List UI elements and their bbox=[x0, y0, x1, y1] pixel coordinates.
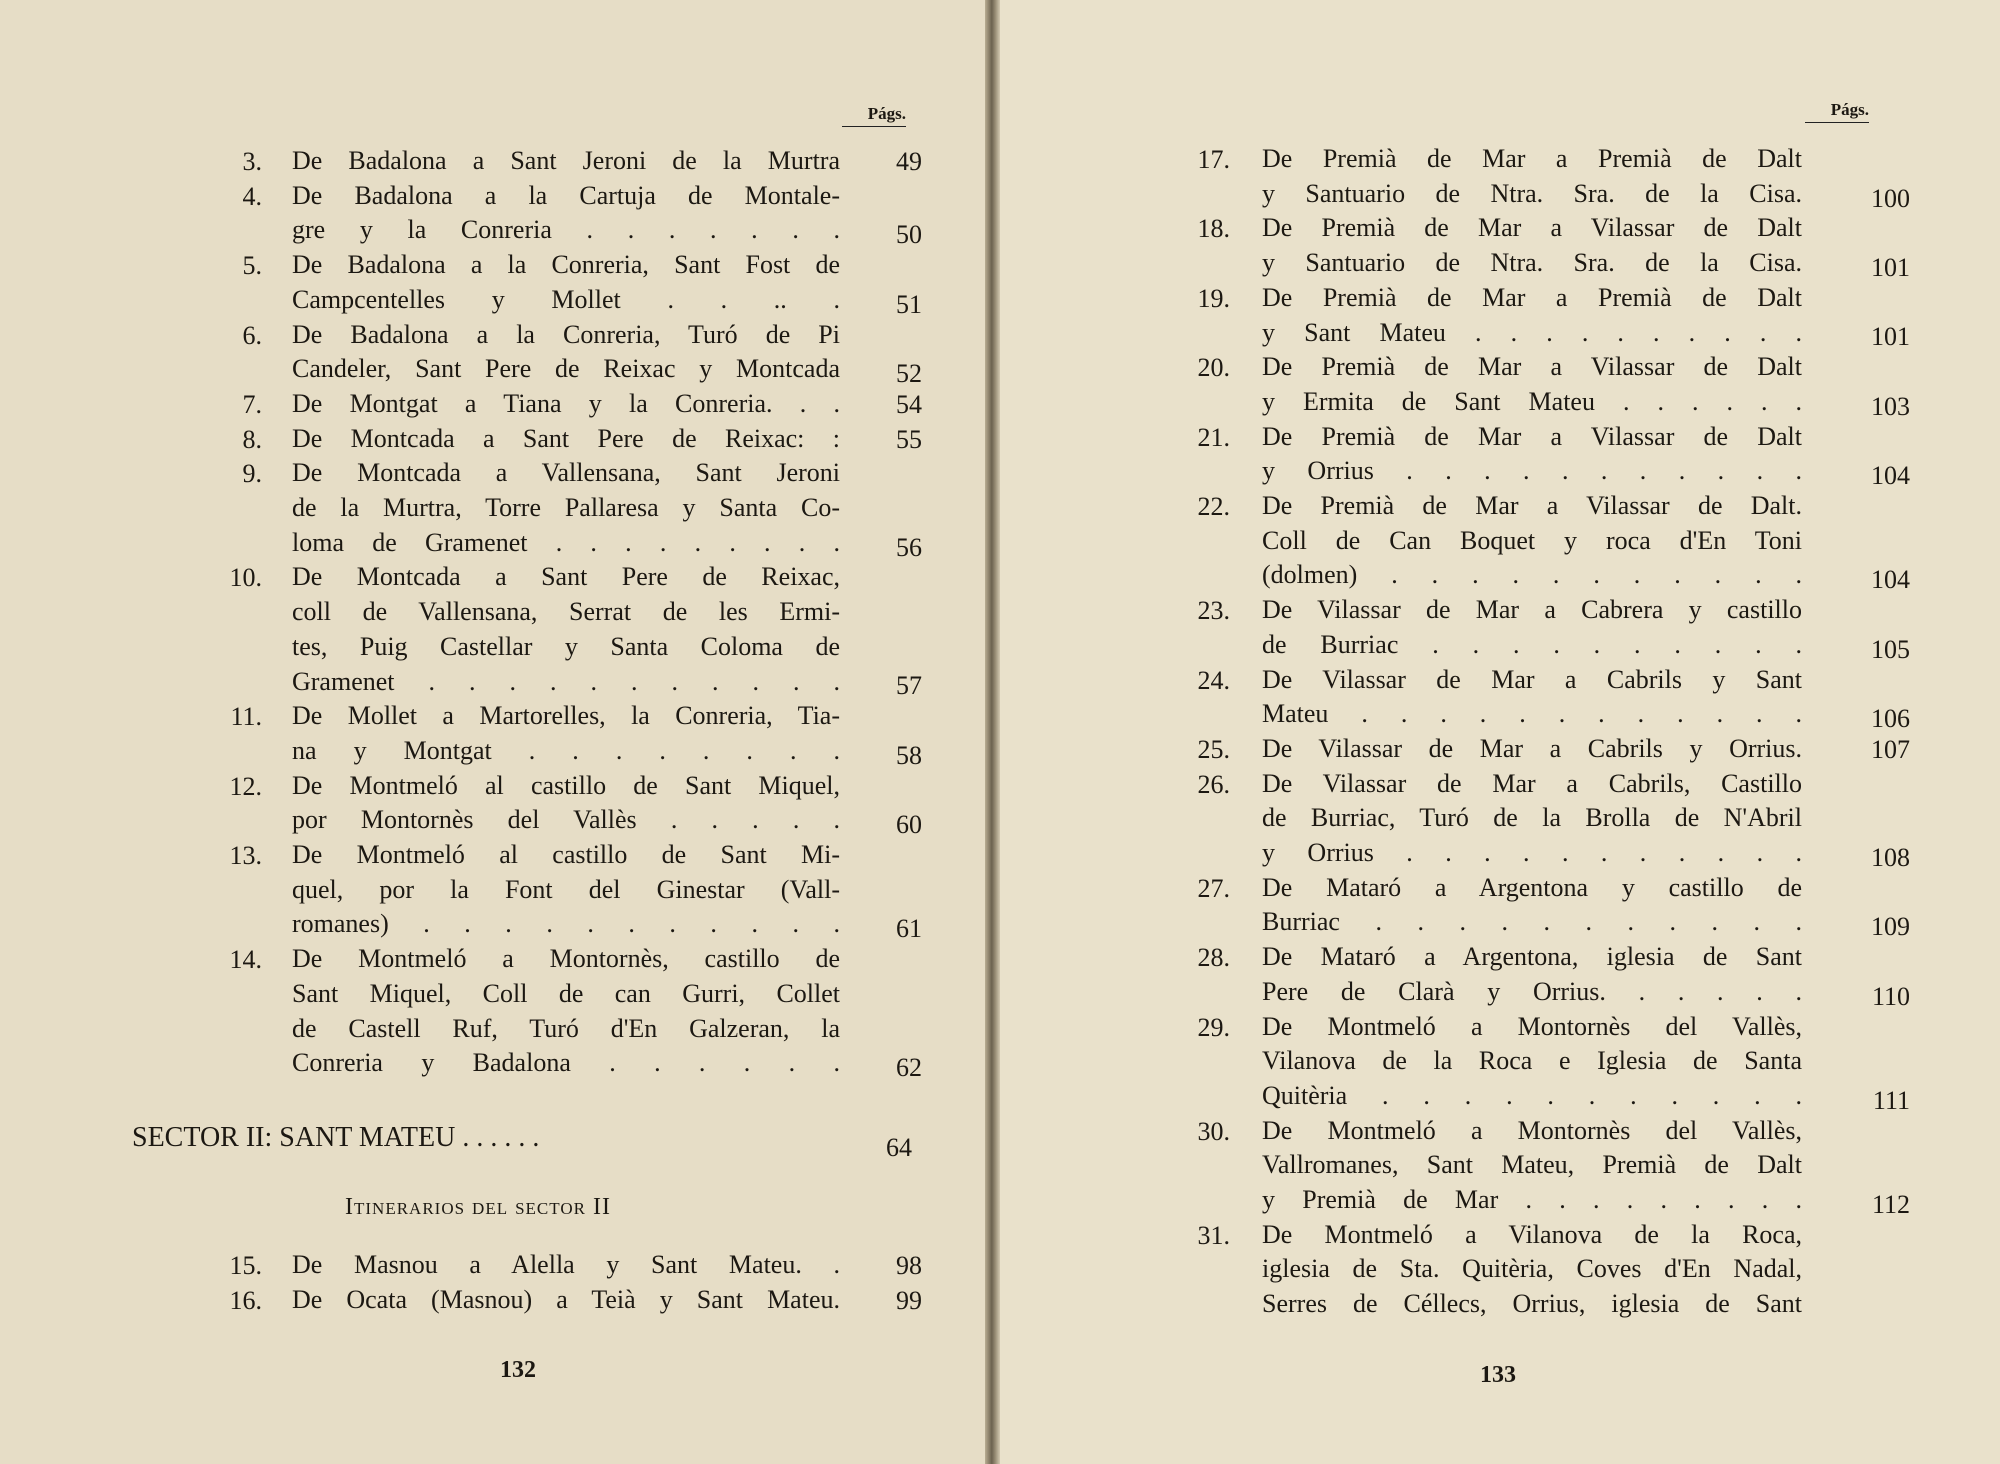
toc-entry bbox=[212, 456, 922, 560]
entry-line: De Badalona a la Conreria, Turó de Pi bbox=[292, 319, 840, 349]
entry-line: y Sant Mateu . . . . . . . . . . bbox=[1262, 317, 1802, 347]
toc-entry bbox=[212, 179, 922, 248]
right-page bbox=[1000, 0, 2000, 1464]
entry-line: De Premià de Mar a Vilassar de Dalt. bbox=[1262, 491, 1802, 520]
entry-line: De Badalona a Sant Jeroni de la Murtra bbox=[292, 146, 840, 175]
entry-number: 13. bbox=[229, 841, 262, 870]
entry-page-number: 100 bbox=[1871, 183, 1910, 213]
toc-entry bbox=[1180, 420, 1980, 489]
entry-line: Serres de Céllecs, Orrius, iglesia de Sant bbox=[1262, 1289, 1802, 1319]
toc-entry bbox=[1180, 940, 1980, 1009]
entry-number: 9. bbox=[242, 459, 262, 489]
entry-line: De Premià de Mar a Premià de Dalt bbox=[1262, 144, 1802, 173]
entry-line: Burriac . . . . . . . . . . . bbox=[1262, 907, 1802, 937]
entry-page-number: 61 bbox=[896, 914, 922, 944]
entry-number: 8. bbox=[242, 424, 262, 454]
entry-line: Candeler, Sant Pere de Reixac y Montcada bbox=[292, 354, 840, 384]
entry-line: De Montcada a Sant Pere de Reixac: : bbox=[292, 423, 840, 453]
entry-line: De Montmeló a Montornès del Vallès, bbox=[1262, 1011, 1802, 1041]
entry-line: De Mataró a Argentona, iglesia de Sant bbox=[1262, 942, 1802, 972]
entry-line: De Vilassar de Mar a Cabrils, Castillo bbox=[1262, 768, 1802, 798]
entry-number: 15. bbox=[229, 1251, 262, 1280]
toc-entry bbox=[1180, 281, 1980, 350]
entry-number: 3. bbox=[242, 147, 262, 176]
entry-number: 16. bbox=[229, 1285, 262, 1315]
toc-entry bbox=[1180, 1010, 1980, 1114]
entry-line: de la Murtra, Torre Pallaresa y Santa Co- bbox=[292, 493, 840, 522]
entry-page-number: 52 bbox=[896, 359, 922, 389]
entry-line: De Mollet a Martorelles, la Conreria, Tia- bbox=[292, 701, 840, 731]
entry-page-number: 104 bbox=[1871, 565, 1910, 595]
toc-entry bbox=[1180, 350, 1980, 419]
toc-entry bbox=[1180, 767, 1980, 871]
entry-page-number: 98 bbox=[896, 1251, 922, 1280]
folio-right: 133 bbox=[1480, 1362, 1516, 1388]
entry-number: 30. bbox=[1197, 1116, 1230, 1146]
entry-line: Pere de Clarà y Orrius. . . . . . bbox=[1262, 976, 1802, 1006]
entry-number: 7. bbox=[242, 389, 262, 419]
entry-page-number: 111 bbox=[1872, 1085, 1910, 1115]
entry-line: y Orrius . . . . . . . . . . . bbox=[1262, 838, 1802, 867]
entry-page-number: 56 bbox=[896, 532, 922, 562]
entry-page-number: 112 bbox=[1871, 1189, 1910, 1219]
toc-entry bbox=[1180, 663, 1980, 732]
entry-line: y Santuario de Ntra. Sra. de la Cisa. bbox=[1262, 248, 1802, 278]
sector-subheading: Itinerarios del sector II bbox=[345, 1194, 611, 1220]
entry-number: 10. bbox=[229, 563, 262, 593]
entry-number: 5. bbox=[242, 251, 262, 281]
entry-page-number: 58 bbox=[896, 740, 922, 770]
entry-page-number: 101 bbox=[1871, 322, 1910, 352]
entry-line: por Montornès del Vallès . . . . . bbox=[292, 805, 840, 835]
entry-line: Sant Miquel, Coll de can Gurri, Collet bbox=[292, 978, 840, 1008]
entry-number: 24. bbox=[1197, 665, 1230, 695]
entry-page-number: 99 bbox=[896, 1285, 922, 1315]
entry-number: 14. bbox=[229, 945, 262, 975]
entry-page-number: 105 bbox=[1871, 634, 1910, 664]
toc-entry bbox=[212, 699, 922, 768]
entry-line: y Santuario de Ntra. Sra. de la Cisa. bbox=[1262, 178, 1802, 208]
entry-line: y Orrius . . . . . . . . . . . bbox=[1262, 456, 1802, 486]
toc-entry bbox=[212, 318, 922, 387]
entry-line: Coll de Can Boquet y roca d'En Toni bbox=[1262, 525, 1802, 555]
entry-line: Gramenet . . . . . . . . . . . bbox=[292, 666, 840, 696]
toc-entry bbox=[1180, 732, 1980, 767]
toc-entry bbox=[212, 387, 922, 422]
toc-entry bbox=[212, 560, 922, 699]
entry-number: 27. bbox=[1197, 873, 1230, 903]
toc-entry bbox=[1180, 1114, 1980, 1218]
entry-number: 11. bbox=[230, 702, 262, 732]
entry-line: De Mataró a Argentona y castillo de bbox=[1262, 872, 1802, 902]
entry-page-number: 107 bbox=[1871, 734, 1910, 764]
entry-line: De Montcada a Vallensana, Sant Jeroni bbox=[292, 458, 840, 488]
entry-line: De Badalona a la Conreria, Sant Fost de bbox=[292, 250, 840, 280]
entry-number: 22. bbox=[1197, 492, 1230, 521]
toc-entry bbox=[212, 769, 922, 838]
sector-title: SECTOR II: SANT MATEU . . . . . . bbox=[132, 1122, 540, 1153]
entry-line: De Premià de Mar a Vilassar de Dalt bbox=[1262, 352, 1802, 382]
entry-page-number: 103 bbox=[1871, 391, 1910, 421]
entry-line: gre y la Conreria . . . . . . . bbox=[292, 215, 840, 245]
entry-number: 19. bbox=[1197, 283, 1230, 313]
entry-number: 26. bbox=[1197, 769, 1230, 799]
entry-page-number: 101 bbox=[1871, 253, 1910, 283]
entry-page-number: 104 bbox=[1871, 461, 1910, 491]
entry-number: 29. bbox=[1197, 1012, 1230, 1042]
entry-line: De Montmeló al castillo de Sant Mi- bbox=[292, 840, 840, 869]
entry-line: Vallromanes, Sant Mateu, Premià de Dalt bbox=[1262, 1150, 1802, 1180]
pags-header-right: Págs. bbox=[1805, 100, 1869, 123]
entry-line: Quitèria . . . . . . . . . . . bbox=[1262, 1080, 1802, 1110]
toc-entry bbox=[212, 942, 922, 1081]
entry-line: De Montmeló a Vilanova de la Roca, bbox=[1262, 1219, 1802, 1249]
entry-line: na y Montgat . . . . . . . . bbox=[292, 735, 840, 765]
entry-line: De Vilassar de Mar a Cabrera y castillo bbox=[1262, 595, 1802, 625]
entry-line: De Premià de Mar a Premià de Dalt bbox=[1262, 282, 1802, 312]
entry-line: Campcentelles y Mollet . . .. . bbox=[292, 284, 840, 314]
folio-left: 132 bbox=[500, 1357, 536, 1383]
entry-line: quel, por la Font del Ginestar (Vall- bbox=[292, 874, 840, 904]
entry-line: coll de Vallensana, Serrat de les Ermi- bbox=[292, 597, 840, 627]
entry-number: 23. bbox=[1197, 596, 1230, 626]
toc-entry bbox=[1180, 489, 1980, 593]
entry-number: 28. bbox=[1197, 943, 1230, 973]
entry-number: 18. bbox=[1197, 214, 1230, 244]
toc-entry bbox=[212, 1248, 922, 1283]
entry-page-number: 54 bbox=[896, 389, 922, 419]
left-page bbox=[0, 0, 985, 1464]
entry-line: De Badalona a la Cartuja de Montale- bbox=[292, 180, 840, 210]
entry-number: 31. bbox=[1197, 1220, 1230, 1250]
toc-entry bbox=[1180, 1218, 1980, 1322]
entry-number: 25. bbox=[1197, 734, 1230, 764]
entry-line: De Masnou a Alella y Sant Mateu. . bbox=[292, 1250, 840, 1279]
entry-page-number: 106 bbox=[1871, 704, 1910, 734]
entry-line: Conreria y Badalona . . . . . . bbox=[292, 1048, 840, 1078]
entry-number: 20. bbox=[1197, 353, 1230, 383]
entry-page-number: 108 bbox=[1871, 842, 1910, 872]
entry-line: Vilanova de la Roca e Iglesia de Santa bbox=[1262, 1046, 1802, 1076]
entry-line: De Montcada a Sant Pere de Reixac, bbox=[292, 562, 840, 592]
entry-line: de Castell Ruf, Turó d'En Galzeran, la bbox=[292, 1013, 840, 1043]
entry-page-number: 109 bbox=[1871, 912, 1910, 942]
toc-entry bbox=[212, 248, 922, 317]
entry-line: de Burriac, Turó de la Brolla de N'Abril bbox=[1262, 803, 1802, 833]
entry-line: De Premià de Mar a Vilassar de Dalt bbox=[1262, 421, 1802, 451]
entry-line: (dolmen) . . . . . . . . . . . bbox=[1262, 560, 1802, 590]
entry-line: iglesia de Sta. Quitèria, Coves d'En Nadal, bbox=[1262, 1254, 1802, 1284]
entry-line: y Premià de Mar . . . . . . . . . bbox=[1262, 1185, 1802, 1214]
toc-entry bbox=[212, 1283, 922, 1318]
entry-line: De Premià de Mar a Vilassar de Dalt bbox=[1262, 213, 1802, 243]
entry-page-number: 62 bbox=[896, 1053, 922, 1083]
entry-line: De Ocata (Masnou) a Teià y Sant Mateu. bbox=[292, 1284, 840, 1314]
entry-page-number: 49 bbox=[896, 147, 922, 176]
pags-header-left: Págs. bbox=[842, 104, 906, 127]
entry-line: tes, Puig Castellar y Santa Coloma de bbox=[292, 631, 840, 661]
entry-page-number: 60 bbox=[896, 810, 922, 840]
sector-heading bbox=[132, 1122, 539, 1154]
toc-entry bbox=[1180, 593, 1980, 662]
entry-page-number: 57 bbox=[896, 671, 922, 701]
entry-line: De Vilassar de Mar a Cabrils y Orrius. bbox=[1262, 733, 1802, 763]
toc-entry bbox=[1180, 211, 1980, 283]
toc-entry bbox=[1180, 871, 1980, 940]
book-gutter bbox=[985, 0, 1000, 1464]
entry-line: Mateu . . . . . . . . . . . . bbox=[1262, 699, 1802, 729]
entry-page-number: 110 bbox=[1871, 981, 1910, 1011]
entry-number: 17. bbox=[1197, 145, 1230, 174]
toc-entry bbox=[212, 422, 922, 457]
entry-number: 4. bbox=[242, 181, 262, 211]
sector-page-number: 64 bbox=[886, 1133, 912, 1162]
entry-number: 6. bbox=[242, 320, 262, 350]
entry-line: De Montgat a Tiana y la Conreria. . . bbox=[292, 388, 840, 418]
entry-line: y Ermita de Sant Mateu . . . . . . bbox=[1262, 386, 1802, 416]
entry-number: 21. bbox=[1197, 422, 1230, 452]
entry-line: loma de Gramenet . . . . . . . . . bbox=[292, 527, 840, 557]
toc-entry bbox=[212, 838, 922, 942]
toc-entry bbox=[212, 144, 922, 179]
toc-entry bbox=[1180, 142, 1980, 211]
entry-line: De Montmeló al castillo de Sant Miquel, bbox=[292, 770, 840, 800]
entry-page-number: 50 bbox=[896, 220, 922, 250]
entry-line: de Burriac . . . . . . . . . . bbox=[1262, 629, 1802, 659]
entry-line: De Montmeló a Montornès, castillo de bbox=[292, 944, 840, 974]
entry-line: De Montmeló a Montornès del Vallès, bbox=[1262, 1115, 1802, 1145]
entry-page-number: 51 bbox=[896, 289, 922, 319]
entry-line: romanes) . . . . . . . . . . . bbox=[292, 909, 840, 939]
entry-line: De Vilassar de Mar a Cabrils y Sant bbox=[1262, 664, 1802, 694]
entry-page-number: 55 bbox=[896, 424, 922, 454]
entry-number: 12. bbox=[229, 771, 262, 801]
